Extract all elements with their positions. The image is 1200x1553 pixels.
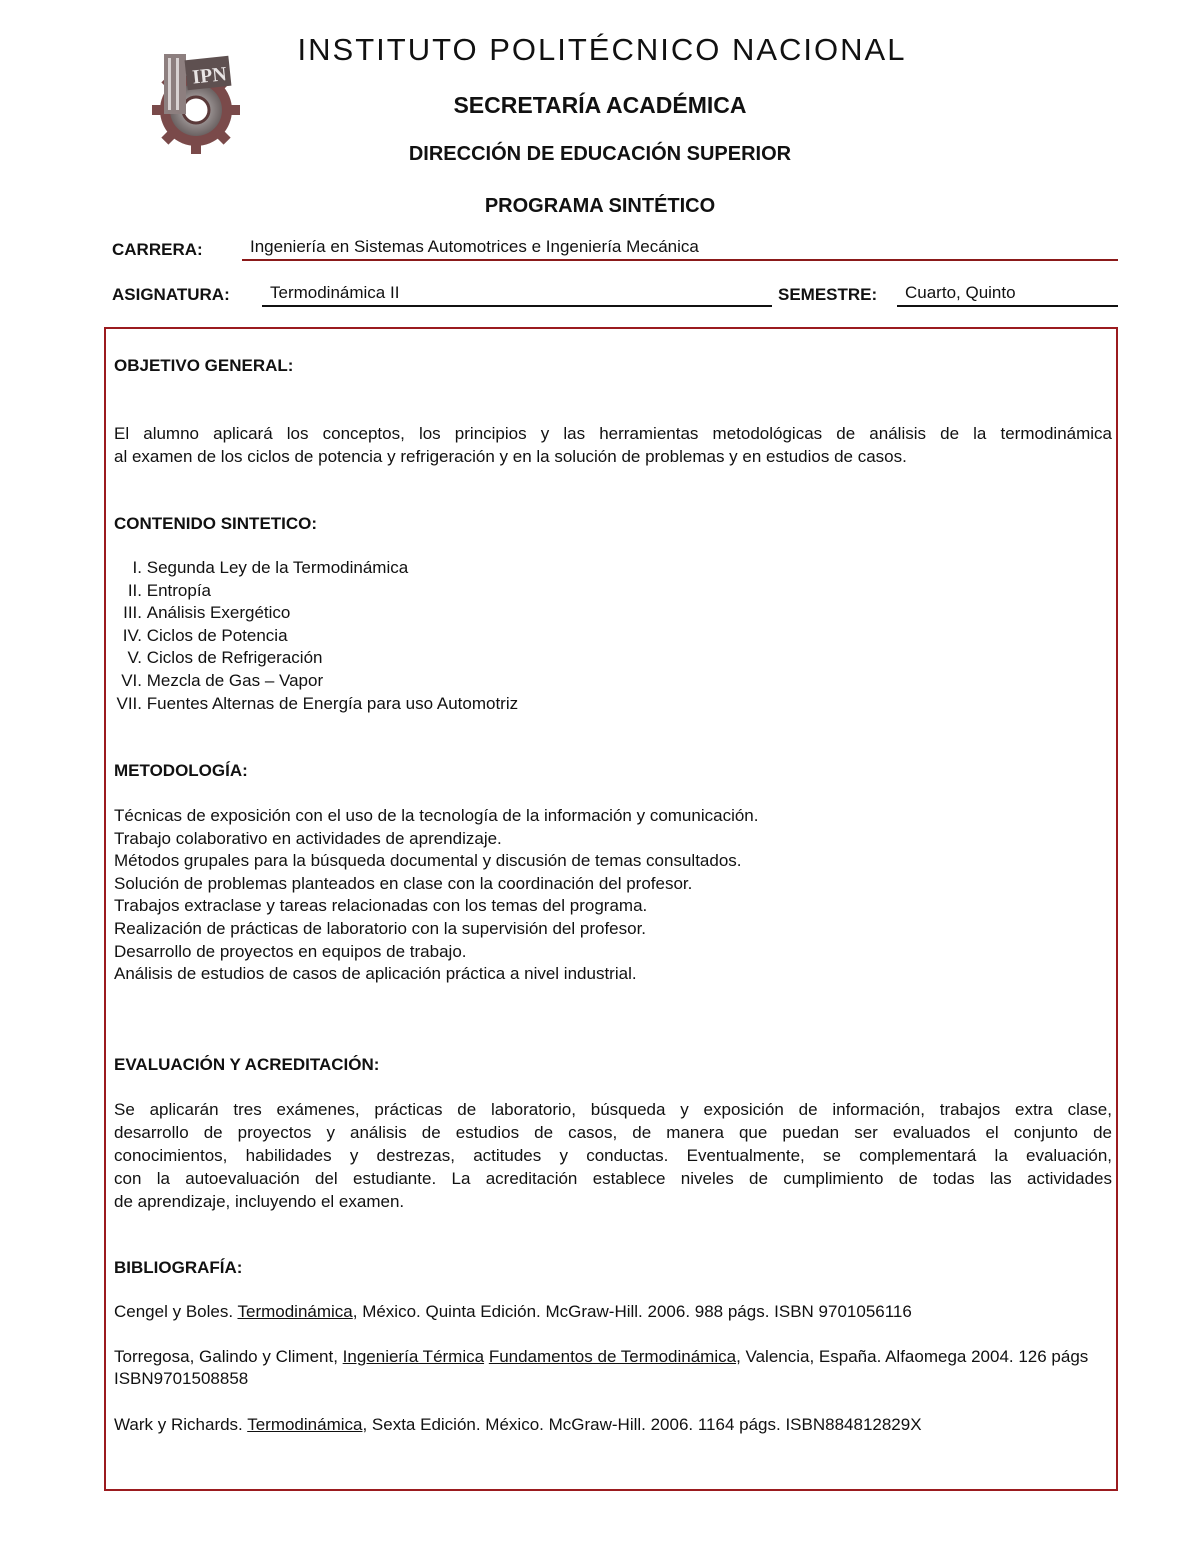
metodologia-line: Trabajos extraclase y tareas relacionadas con los temas del programa. [114, 896, 648, 916]
objetivo-line: al examen de los ciclos de potencia y refrigeración y en la solución de problemas y en estudios de casos. [114, 447, 907, 466]
item-number: II. [127, 580, 142, 600]
evaluacion-line: de aprendizaje, incluyendo el examen. [114, 1192, 405, 1211]
item-text: Análisis Exergético [146, 603, 291, 623]
bib-title: Termodinámica [237, 1302, 353, 1321]
list-item [108, 693, 518, 716]
semestre-value: Cuarto, Quinto [897, 283, 1118, 307]
bibliography-entry [114, 1346, 1114, 1390]
item-text: Ciclos de Potencia [146, 625, 288, 645]
bib-authors: Torregosa, Galindo y Climent, [114, 1347, 343, 1366]
objetivo-text [114, 422, 1112, 468]
logo-text: IPN [191, 63, 228, 89]
metodologia-line: Trabajo colaborativo en actividades de aprendizaje. [114, 828, 502, 848]
program-title: PROGRAMA SINTÉTICO [484, 195, 716, 217]
carrera-label: CARRERA: [112, 240, 203, 259]
bibliografia-title: BIBLIOGRAFÍA: [114, 1258, 243, 1277]
bib-details: , Sexta Edición. México. McGraw-Hill. 2006. 1164 págs. ISBN884812829X [362, 1415, 922, 1434]
evaluacion-line: Se aplicarán tres exámenes, prácticas de laboratorio, búsqueda y exposición de información, trabajos extra clase, [114, 1100, 1112, 1119]
contenido-title: CONTENIDO SINTETICO: [114, 514, 318, 533]
bib-subtitle: Fundamentos de Termodinámica [488, 1347, 737, 1366]
direction-title: DIRECCIÓN DE EDUCACIÓN SUPERIOR [408, 143, 792, 165]
evaluacion-text [114, 1098, 1112, 1213]
metodologia-line: Técnicas de exposición con el uso de la tecnología de la información y comunicación. [114, 806, 759, 825]
item-text: Entropía [146, 580, 211, 600]
institution-title: INSTITUTO POLITÉCNICO NACIONAL [297, 32, 907, 67]
list-item [108, 625, 518, 648]
metodologia-line: Solución de problemas planteados en clase con la coordinación del profesor. [114, 873, 693, 893]
item-number: III. [123, 603, 142, 623]
bib-authors: Cengel y Boles. [114, 1302, 238, 1321]
bib-details: , México. Quinta Edición. McGraw-Hill. 2006. 988 págs. ISBN 9701056116 [352, 1302, 912, 1321]
contenido-list [108, 557, 518, 715]
item-text: Fuentes Alternas de Energía para uso Automotriz [146, 693, 519, 713]
metodologia-line: Métodos grupales para la búsqueda documental y discusión de temas consultados. [114, 851, 742, 871]
carrera-value: Ingeniería en Sistemas Automotrices e Ingeniería Mecánica [242, 237, 1118, 261]
metodologia-title: METODOLOGÍA: [114, 761, 248, 780]
metodologia-text [114, 805, 1112, 986]
bib-authors: Wark y Richards. [114, 1415, 248, 1434]
semestre-label: SEMESTRE: [778, 285, 878, 304]
item-text: Mezcla de Gas – Vapor [146, 670, 324, 690]
evaluacion-line: con la autoevaluación del estudiante. La acreditación establece niveles de cumplimiento de todas las actividades [114, 1169, 1112, 1188]
list-item [108, 647, 518, 670]
item-number: VI. [121, 670, 142, 690]
item-number: I. [132, 558, 142, 577]
metodologia-line: Análisis de estudios de casos de aplicación práctica a nivel industrial. [114, 964, 637, 984]
objetivo-line: El alumno aplicará los conceptos, los principios y las herramientas metodológicas de análisis de la termodinámica [114, 424, 1112, 443]
list-item [108, 557, 518, 580]
asignatura-label: ASIGNATURA: [112, 285, 230, 304]
metodologia-line: Realización de prácticas de laboratorio con la supervisión del profesor. [114, 918, 647, 938]
asignatura-value: Termodinámica II [262, 283, 772, 307]
bibliography-entry [114, 1301, 1114, 1323]
item-number: IV. [122, 625, 142, 645]
bib-title: Ingeniería Térmica [342, 1347, 485, 1366]
evaluacion-line: conocimientos, habilidades y destrezas, actitudes y conductas. Eventualmente, se complementará la evaluación, [114, 1146, 1112, 1165]
objetivo-title: OBJETIVO GENERAL: [114, 356, 294, 375]
item-text: Segunda Ley de la Termodinámica [146, 558, 409, 577]
evaluacion-title: EVALUACIÓN Y ACREDITACIÓN: [114, 1055, 380, 1074]
item-number: VII. [116, 693, 142, 713]
bib-title: Termodinámica [247, 1415, 363, 1434]
evaluacion-line: desarrollo de proyectos y análisis de estudios de casos, de manera que puedan ser evaluados el conjunto de [114, 1123, 1112, 1142]
metodologia-line: Desarrollo de proyectos en equipos de trabajo. [114, 941, 467, 961]
bib-details: , Valencia, España. Alfaomega 2004. 126 págs ISBN9701508858 [114, 1347, 1089, 1388]
list-item [108, 670, 518, 693]
secretariat-title: SECRETARÍA ACADÉMICA [453, 92, 747, 118]
item-number: V. [127, 648, 142, 668]
bibliography-entry [114, 1414, 1114, 1436]
list-item [108, 580, 518, 603]
list-item [108, 602, 518, 625]
program-content-box [104, 327, 1118, 1491]
item-text: Ciclos de Refrigeración [146, 648, 323, 668]
